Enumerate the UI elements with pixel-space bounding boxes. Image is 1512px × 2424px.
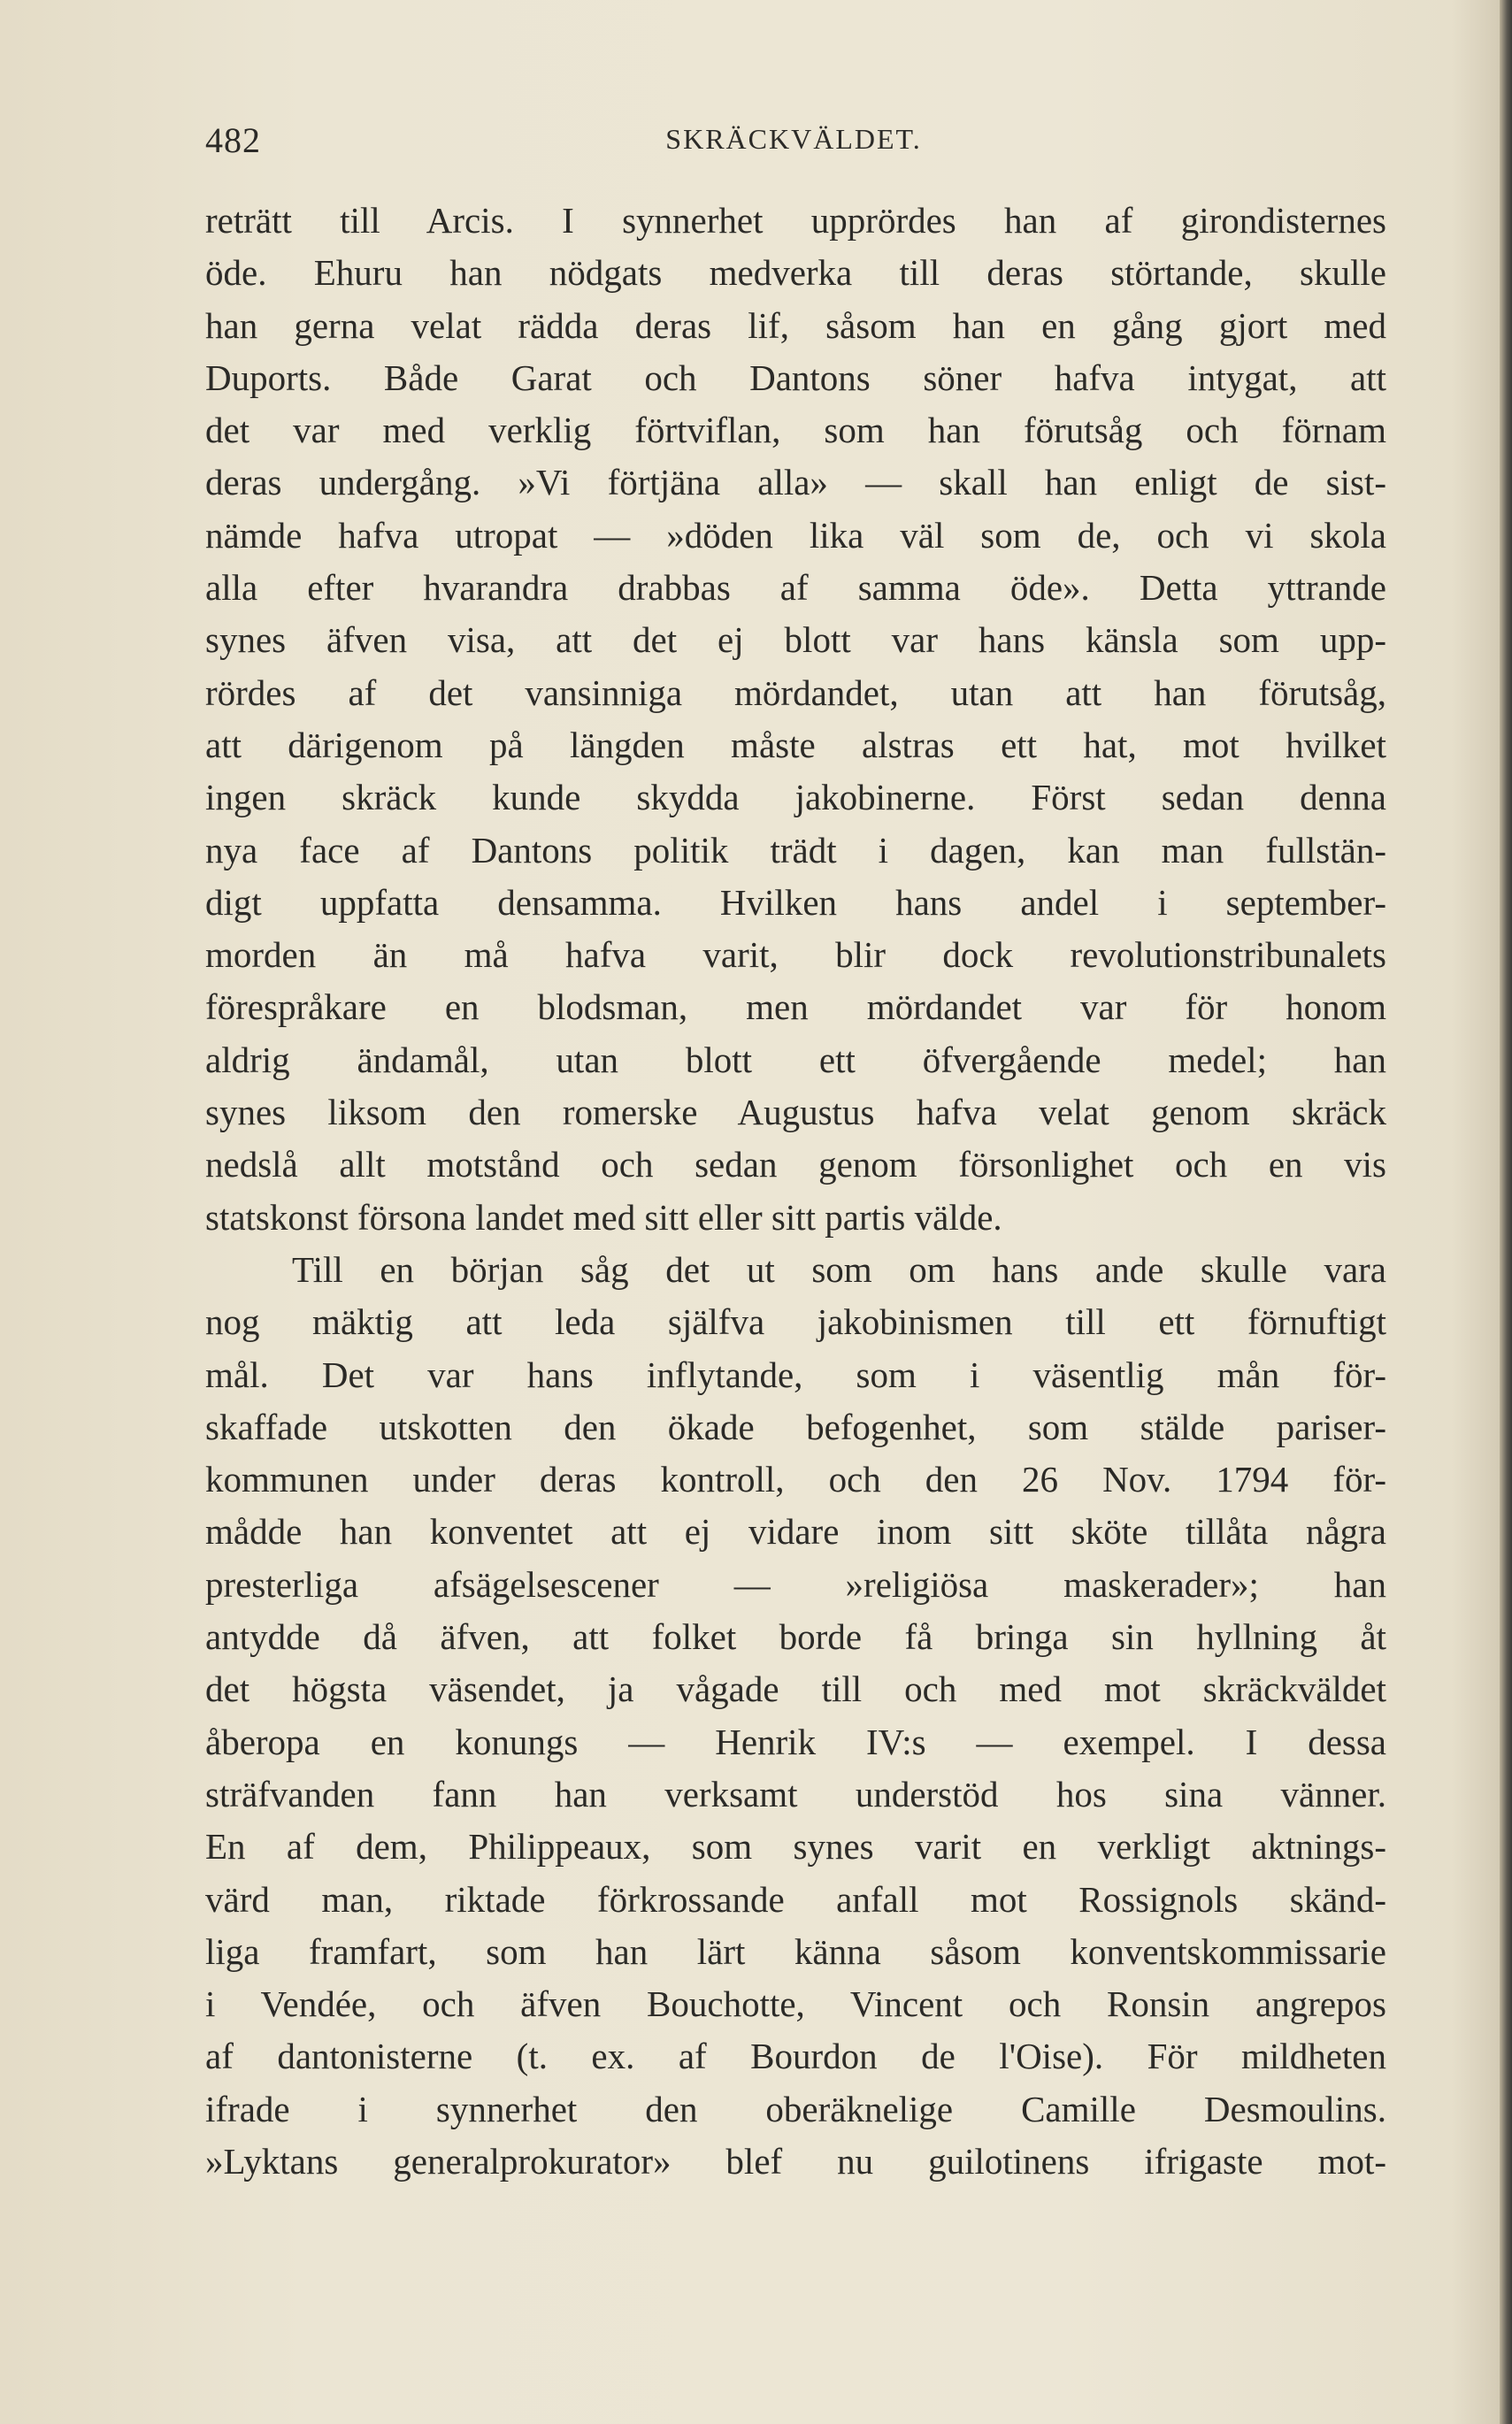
text-line: liga framfart, som han lärt känna såsom konventskommissarie — [205, 1930, 1386, 1972]
running-head: SKRÄCKVÄLDET. — [665, 123, 922, 155]
text-line: presterliga afsägelsescener — »religiösa maskerader»; han — [205, 1563, 1386, 1605]
text-line: skaffade utskotten den ökade befogenhet, som stälde pariser- — [205, 1406, 1386, 1447]
text-line: nämde hafva utropat — »döden lika väl som de, och vi skola — [205, 514, 1386, 556]
text-line: reträtt till Arcis. I synnerhet upprördes han af girondisternes — [205, 200, 1386, 241]
text-line: Duports. Både Garat och Dantons söner hafva intygat, att — [205, 357, 1386, 398]
text-line: mådde han konventet att ej vidare inom sitt sköte tillåta några — [205, 1511, 1386, 1553]
text-line: ingen skräck kunde skydda jakobinerne. Först sedan denna — [205, 777, 1386, 818]
text-line: sträfvanden fann han verksamt understöd hos sina vänner. — [205, 1773, 1386, 1814]
text-line: synes liksom den romerske Augustus hafva velat genom skräck — [205, 1092, 1386, 1133]
text-line: deras undergång. »Vi förtjäna alla» — skall han enligt de sist- — [205, 462, 1386, 503]
page-header — [205, 119, 1382, 173]
body-text — [205, 195, 1386, 2188]
text-line: förespråkare en blodsman, men mördandet var för honom — [205, 986, 1386, 1028]
text-line: af dantonisterne (t. ex. af Bourdon de l'Oise). För mildheten — [205, 2036, 1386, 2077]
text-line: »Lyktans generalprokurator» blef nu guilotinens ifrigaste mot- — [205, 2140, 1386, 2182]
text-line: rördes af det vansinniga mördandet, utan att han förutsåg, — [205, 671, 1386, 713]
text-line: nog mäktig att leda själfva jakobinismen till ett förnuftigt — [205, 1301, 1386, 1343]
page-edge — [1500, 0, 1512, 2424]
text-line: värd man, riktade förkrossande anfall mot Rossignols skänd- — [205, 1878, 1386, 1920]
text-line: att därigenom på längden måste alstras ett hat, mot hvilket — [205, 724, 1386, 765]
text-line: antydde då äfven, att folket borde få bringa sin hyllning åt — [205, 1616, 1386, 1658]
paragraph-start-line: Till en början såg det ut som om hans ande skulle vara — [292, 1248, 1386, 1290]
text-line: han gerna velat rädda deras lif, såsom han en gång gjort med — [205, 304, 1386, 346]
text-line: alla efter hvarandra drabbas af samma öde». Detta yttrande — [205, 567, 1386, 609]
text-line: det var med verklig förtviflan, som han förutsåg och förnam — [205, 410, 1386, 451]
text-line: morden än må hafva varit, blir dock revolutionstribunalets — [205, 934, 1386, 976]
text-line: ifrade i synnerhet den oberäknelige Camille Desmoulins. — [205, 2088, 1386, 2129]
text-line: kommunen under deras kontroll, och den 26 Nov. 1794 för- — [205, 1459, 1386, 1500]
text-line: i Vendée, och äfven Bouchotte, Vincent och Ronsin angrepos — [205, 1983, 1386, 2025]
text-line: mål. Det var hans inflytande, som i väsentlig mån för- — [205, 1354, 1386, 1395]
text-line: synes äfven visa, att det ej blott var hans känsla som upp- — [205, 619, 1386, 661]
page-number: 482 — [205, 120, 261, 160]
paragraph-end-line: statskonst försona landet med sitt eller sitt partis välde. — [205, 1196, 1002, 1238]
text-line: aldrig ändamål, utan blott ett öfvergående medel; han — [205, 1039, 1386, 1080]
text-line: nedslå allt motstånd och sedan genom försonlighet och en vis — [205, 1144, 1386, 1185]
text-line: nya face af Dantons politik trädt i dagen, kan man fullstän- — [205, 829, 1386, 871]
text-line: En af dem, Philippeaux, som synes varit en verkligt aktnings- — [205, 1826, 1386, 1868]
text-line: öde. Ehuru han nödgats medverka till deras störtande, skulle — [205, 252, 1386, 294]
text-line: det högsta väsendet, ja vågade till och med mot skräckväldet — [205, 1668, 1386, 1710]
text-line: åberopa en konungs — Henrik IV:s — exempel. I dessa — [205, 1721, 1386, 1762]
text-line: digt uppfatta densamma. Hvilken hans andel i september- — [205, 881, 1386, 923]
